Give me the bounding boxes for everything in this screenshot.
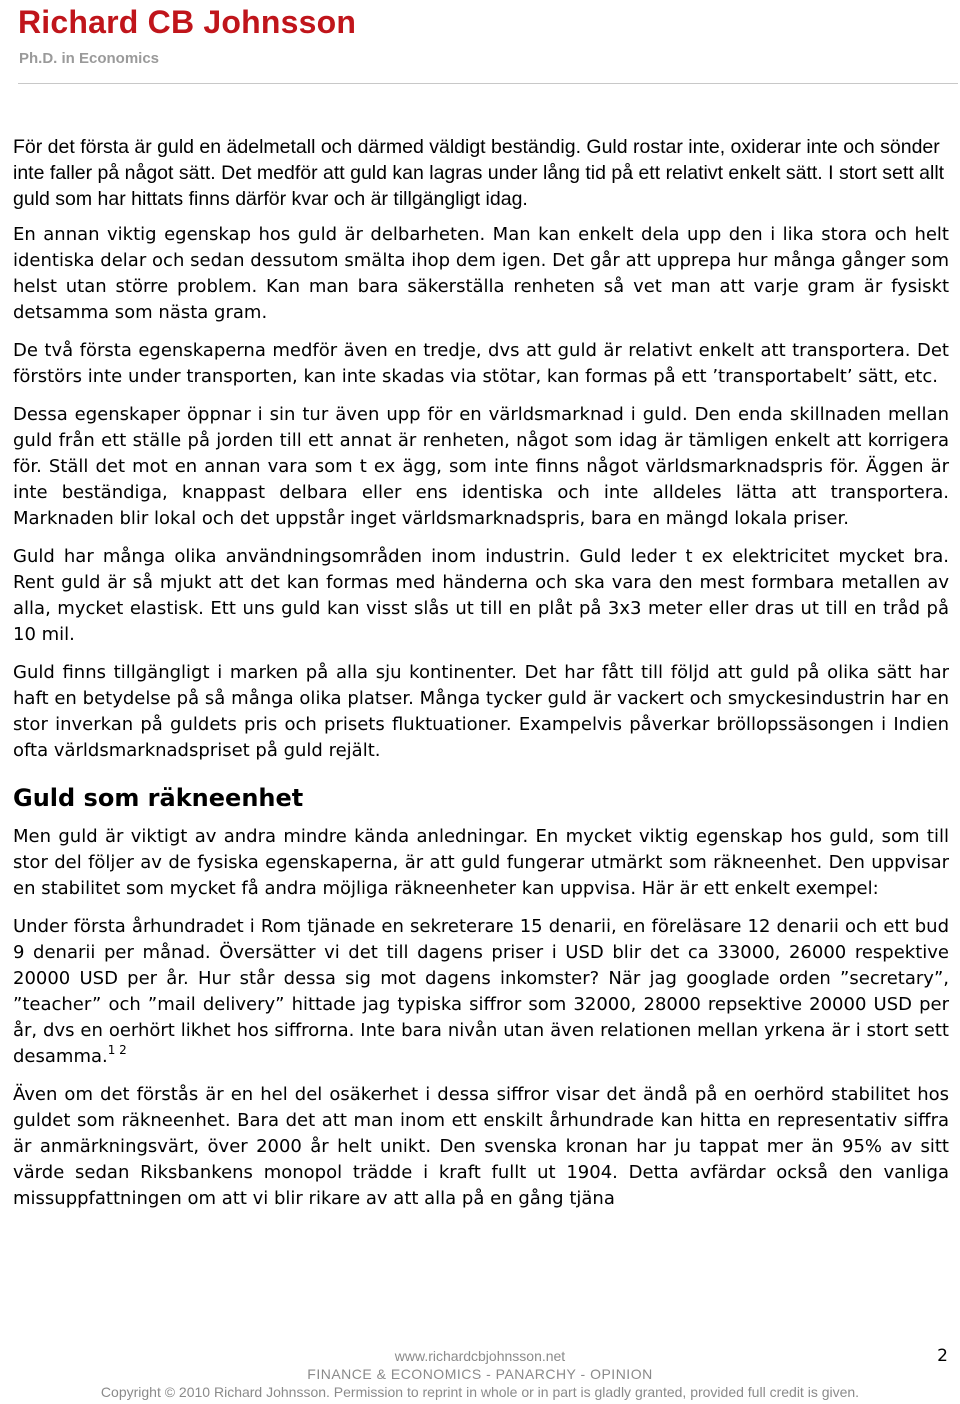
page-footer [0, 1344, 960, 1404]
brand-name: Richard CB Johnsson [18, 4, 357, 40]
paragraph-text: Under första århundradet i Rom tjänade en sekreterare 15 denarii, en föreläsare 12 denarii och ett bud 9 denarii per månad. Översätter vi det till dagens priser i USD blir det ca 33000, 26000 respektive 20000 USD per år. Hur står dessa sig mot dagens inkomster? När jag googlade orden ”secretary”, ”teacher” och ”mail delivery” hittade jag typiska siffror som 32000, 28000 repsektive 20000 USD per år, dvs en oerhört likhet hos siffrorna. Inte bara nivån utan även relationen mellan yrkena är i stort sett desamma. [13, 916, 949, 1067]
paragraph: Även om det förstås är en hel del osäkerhet i dessa siffror visar det ändå på en oerhörd stabilitet hos guldet som räkneenhet. Bara det att man inom ett enskilt århundrade kan hitta en representativ siffra är anmärkningsvärt, över 2000 år helt unikt. Den svenska kronan har ju tappat mer än 95% av sitt värde sedan Riksbankens monopol trädde i kraft fullt ut 1904. Detta avfärdar också den vanliga missuppfattningen om att vi blir rikare av att alla på en gång tjäna [13, 1084, 949, 1209]
header-divider [18, 83, 958, 84]
paragraph: En annan viktig egenskap hos guld är delbarheten. Man kan enkelt dela upp den i lika stora och helt identiska delar och sedan dessutom smälta ihop dem igen. Det går att upprepa hur många gånger som helst utan större problem. Kan man bara säkerställa renheten så vet man att varje gram är fysiskt detsamma som nästa gram. [13, 224, 949, 323]
brand-subtitle: Ph.D. in Economics [19, 50, 160, 67]
paragraph: Guld finns tillgängligt i marken på alla sju kontinenter. Det har fått till följd att guld på olika sätt har haft en betydelse på så många olika platser. Många tycker guld är vackert och smyckesindustrin har en stor inverkan på guldets pris och prisets fluktuationer. Exampelvis påverkar bröllopssäsongen i Indien ofta världsmarknadspriset på guld rejält. [13, 662, 949, 761]
paragraph: För det första är guld en ädelmetall och därmed väldigt beständig. Guld rostar inte, oxiderar inte och sönder inte faller på något sätt. Det medför att guld kan lagras under lång tid på ett relativt enkelt sätt. I stort sett allt guld som har hittats finns därför kvar och är tillgängligt idag. [13, 136, 945, 210]
paragraph: De två första egenskaperna medför även en tredje, dvs att guld är relativt enkelt att transportera. Det förstörs inte under transporten, kan inte skadas via stötar, kan formas på ett ’transportabelt’ sätt, etc. [13, 340, 949, 387]
page-number: 2 [937, 1346, 948, 1366]
section-heading: Guld som räkneenhet [13, 784, 304, 812]
footer-website-link[interactable]: www.richardcbjohnsson.net [394, 1348, 566, 1364]
footer-copyright: Copyright © 2010 Richard Johnsson. Permission to reprint in whole or in part is gladly granted, provided full credit is given. [100, 1384, 860, 1400]
paragraph: Guld har många olika användningsområden inom industrin. Guld leder t ex elektricitet mycket bra. Rent guld är så mjukt att det kan formas med händerna och ska vara den mest formbara metallen av alla, mycket elastisk. Ett uns guld kan visst slås ut till en plåt på 3x3 meter eller dras ut till en tråd på 10 mil. [13, 546, 949, 645]
footer-tagline: FINANCE & ECONOMICS - PANARCHY - OPINION [307, 1366, 653, 1382]
paragraph: Dessa egenskaper öppnar i sin tur även upp för en världsmarknad i guld. Den enda skillnaden mellan guld från ett ställe på jorden till ett annat är renheten, något som idag är tämligen enkelt att korrigera för. Ställ det mot en annan vara som t ex ägg, som inte finns något världsmarknadspris för. Äggen är inte beständiga, knappast delbara eller ens identiska och inte alldeles lätta att transportera. Marknaden blir lokal och det uppstår inget världsmarknadspris, bara en mängd lokala priser. [13, 404, 949, 529]
page-header [18, 4, 958, 84]
footnote-refs[interactable]: 1 2 [107, 1043, 127, 1057]
paragraph [13, 914, 949, 1070]
paragraph: Men guld är viktigt av andra mindre kända anledningar. En mycket viktig egenskap hos guld, som till stor del följer av de fysiska egenskaperna, är att guld fungerar utmärkt som räkneenhet. Den uppvisar en stabilitet som mycket få andra möjliga räkneenheter kan uppvisa. Här är ett enkelt exempel: [13, 826, 949, 899]
document-body [13, 134, 949, 1224]
